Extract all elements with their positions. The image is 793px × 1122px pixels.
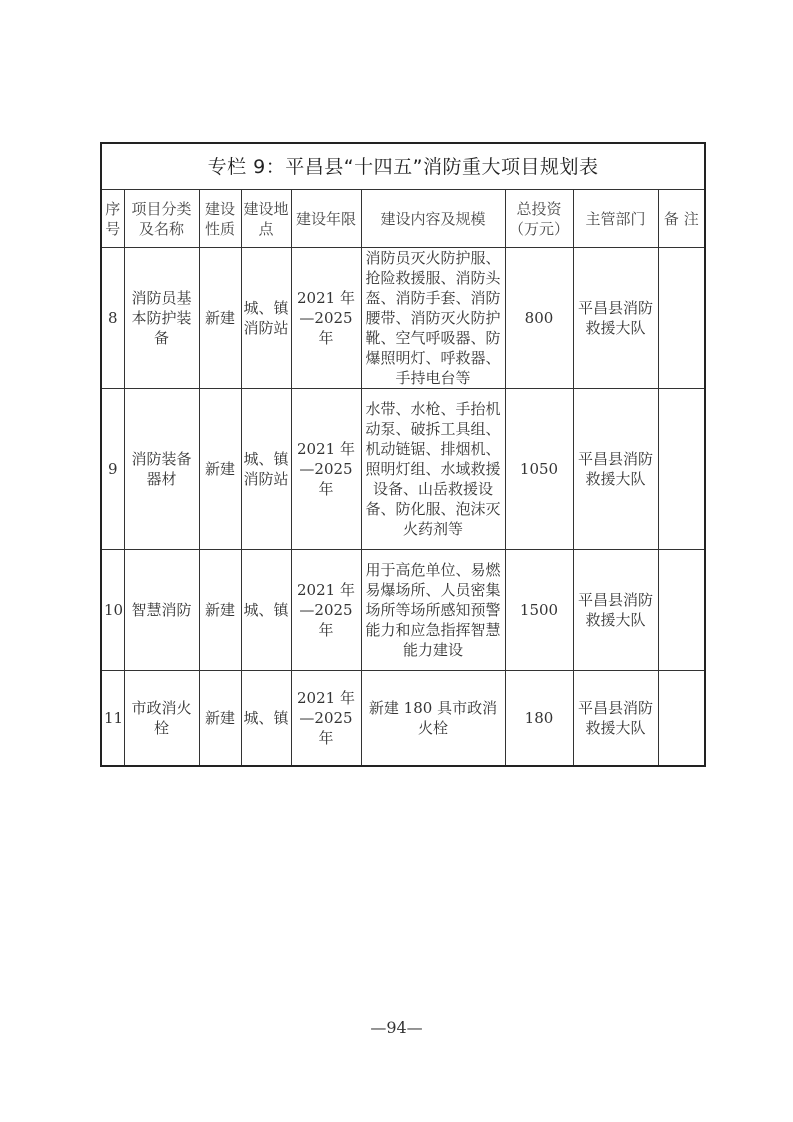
header-cell: 主管部门 <box>573 190 658 248</box>
cell-no: 10 <box>101 550 124 671</box>
cell-location: 城、镇 <box>241 550 291 671</box>
cell-nature: 新建 <box>199 671 241 766</box>
header-cell: 项目分类及名称 <box>124 190 199 248</box>
cell-period: 2021 年—2025 年 <box>291 389 361 550</box>
cell-name: 智慧消防 <box>124 550 199 671</box>
cell-remark <box>658 550 705 671</box>
cell-dept: 平昌县消防救援大队 <box>573 671 658 766</box>
header-cell: 备 注 <box>658 190 705 248</box>
cell-content: 消防员灭火防护服、抢险救援服、消防头盔、消防手套、消防腰带、消防灭火防护靴、空气呼吸器、防爆照明灯、呼救器、手持电台等 <box>361 248 505 389</box>
header-cell: 序号 <box>101 190 124 248</box>
cell-content: 用于高危单位、易燃易爆场所、人员密集场所等场所感知预警能力和应急指挥智慧能力建设 <box>361 550 505 671</box>
project-plan-table <box>100 142 706 767</box>
cell-location: 城、镇消防站 <box>241 389 291 550</box>
cell-investment: 1050 <box>505 389 573 550</box>
header-cell: 建设年限 <box>291 190 361 248</box>
cell-nature: 新建 <box>199 389 241 550</box>
header-cell: 建设内容及规模 <box>361 190 505 248</box>
cell-investment: 800 <box>505 248 573 389</box>
cell-no: 8 <box>101 248 124 389</box>
cell-content: 水带、水枪、手抬机动泵、破拆工具组、机动链锯、排烟机、照明灯组、水域救援设备、山岳救援设备、防化服、泡沫灭火药剂等 <box>361 389 505 550</box>
cell-name: 消防员基本防护装备 <box>124 248 199 389</box>
cell-name: 市政消火栓 <box>124 671 199 766</box>
cell-location: 城、镇 <box>241 671 291 766</box>
cell-dept: 平昌县消防救援大队 <box>573 389 658 550</box>
cell-no: 11 <box>101 671 124 766</box>
header-cell: 总投资（万元） <box>505 190 573 248</box>
cell-remark <box>658 248 705 389</box>
table-row <box>101 550 705 671</box>
cell-nature: 新建 <box>199 550 241 671</box>
cell-period: 2021 年—2025 年 <box>291 671 361 766</box>
table-row <box>101 671 705 766</box>
cell-nature: 新建 <box>199 248 241 389</box>
table-row <box>101 248 705 389</box>
header-cell: 建设地点 <box>241 190 291 248</box>
cell-period: 2021 年—2025 年 <box>291 550 361 671</box>
cell-investment: 1500 <box>505 550 573 671</box>
cell-investment: 180 <box>505 671 573 766</box>
cell-remark <box>658 389 705 550</box>
table-title: 专栏 9：平昌县“十四五”消防重大项目规划表 <box>101 143 705 190</box>
cell-dept: 平昌县消防救援大队 <box>573 550 658 671</box>
cell-period: 2021 年—2025 年 <box>291 248 361 389</box>
cell-dept: 平昌县消防救援大队 <box>573 248 658 389</box>
cell-no: 9 <box>101 389 124 550</box>
header-row <box>101 190 705 248</box>
page-number: —94— <box>370 1018 423 1037</box>
cell-name: 消防装备器材 <box>124 389 199 550</box>
cell-content: 新建 180 具市政消火栓 <box>361 671 505 766</box>
table-row <box>101 389 705 550</box>
cell-location: 城、镇消防站 <box>241 248 291 389</box>
cell-remark <box>658 671 705 766</box>
header-cell: 建设性质 <box>199 190 241 248</box>
